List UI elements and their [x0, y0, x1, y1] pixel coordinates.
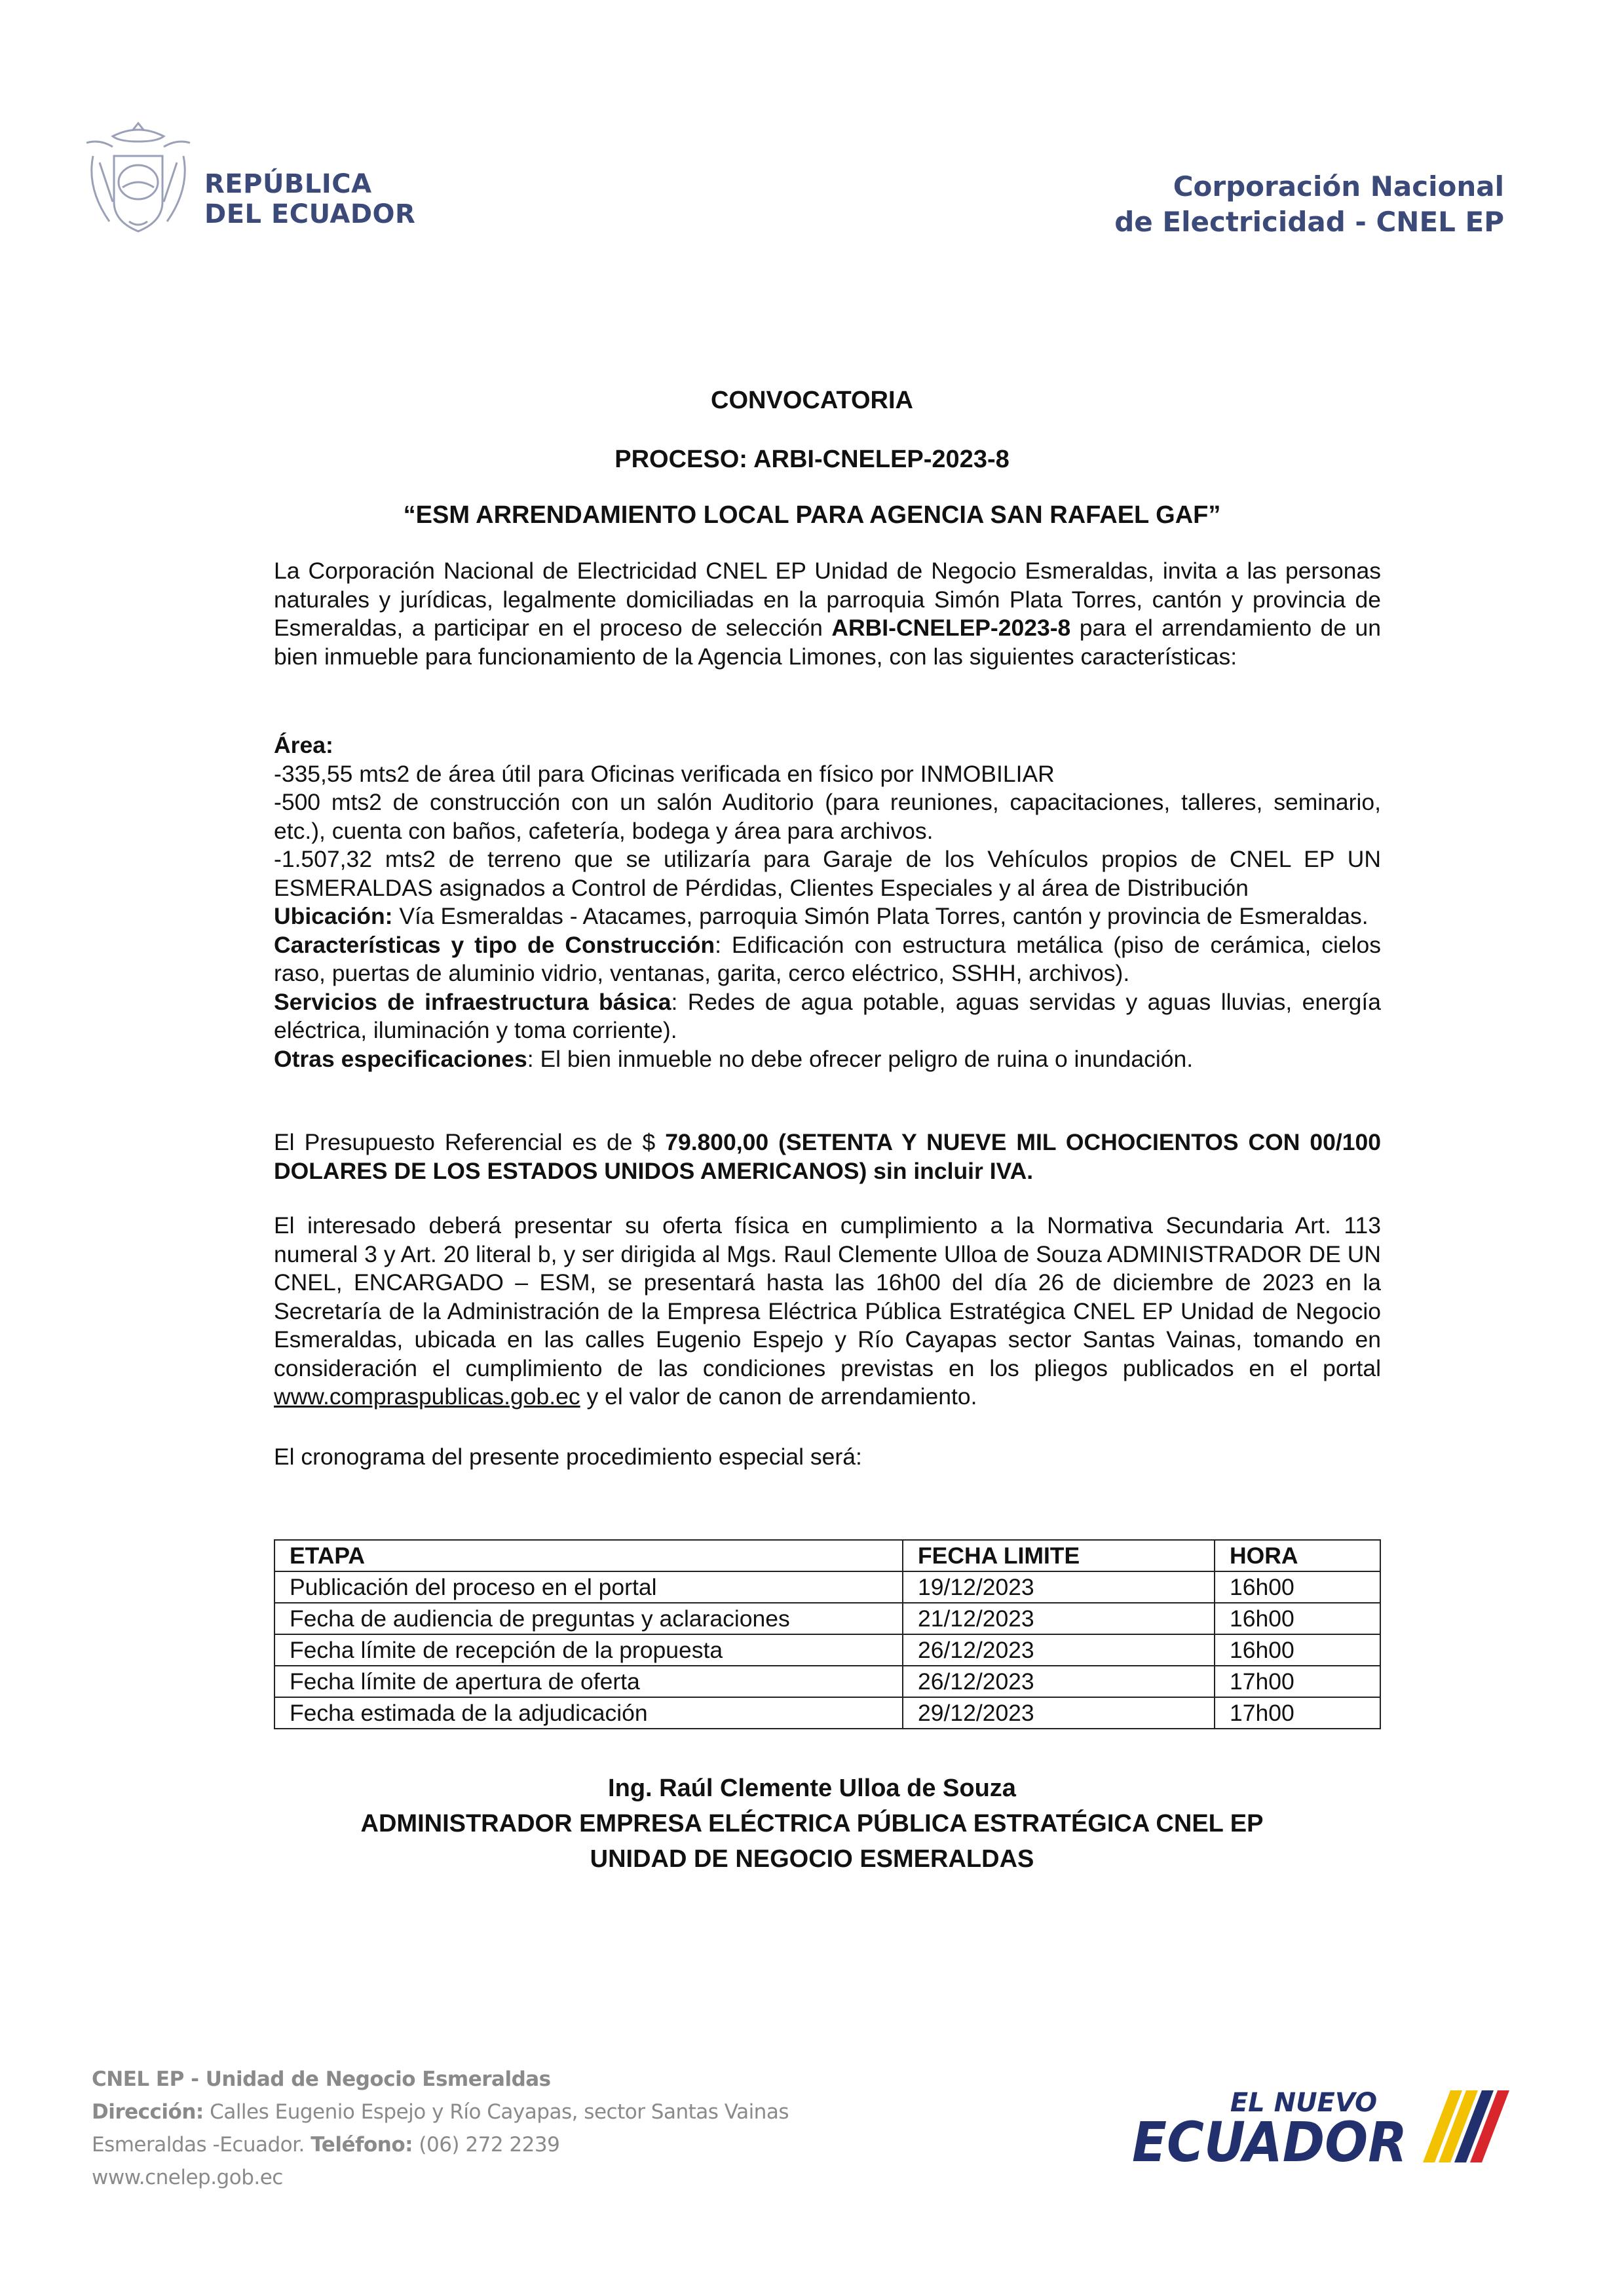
- brand-line-1: EL NUEVO: [1230, 2088, 1378, 2118]
- footer-city: Esmeraldas -Ecuador.: [92, 2133, 311, 2157]
- area-item-3: -1.507,32 mts2 de terreno que se utilizaría para Garaje de los Vehículos propios de CNEL EP UN ESMERALDAS asignados a Control de Pérdidas, Clientes Especiales y al área de Distribución: [274, 846, 1381, 901]
- ecuador-coat-of-arms-icon: [73, 117, 203, 248]
- location-text: Vía Esmeraldas - Atacames, parroquia Simón Plata Torres, cantón y provincia de Esmeraldas.: [392, 903, 1369, 929]
- area-item-1: -335,55 mts2 de área útil para Oficinas verificada en físico por INMOBILIAR: [274, 760, 1055, 787]
- header-fecha-limite: FECHA LIMITE: [903, 1540, 1215, 1571]
- heading-convocatoria: CONVOCATORIA: [711, 387, 913, 414]
- row-date: 21/12/2023: [903, 1603, 1215, 1634]
- intro-process-code: ARBI-CNELEP-2023-8: [831, 615, 1071, 641]
- row-date: 19/12/2023: [903, 1571, 1215, 1603]
- footer-website[interactable]: www.cnelep.gob.ec: [92, 2166, 283, 2189]
- signatory-name: Ing. Raúl Clemente Ulloa de Souza: [608, 1775, 1016, 1802]
- offer-paragraph: [274, 1212, 1381, 1411]
- footer-org: CNEL EP - Unidad de Negocio Esmeraldas: [92, 2067, 551, 2091]
- row-time: 16h00: [1215, 1603, 1380, 1634]
- row-date: 26/12/2023: [903, 1666, 1215, 1697]
- row-time: 16h00: [1215, 1634, 1380, 1666]
- table-row: [274, 1603, 1380, 1634]
- other-specs-label: Otras especificaciones: [274, 1045, 527, 1072]
- budget-amount: 79.800,00 (SETENTA Y NUEVE MIL OCHOCIENTOS CON 00/100 DOLARES DE LOS ESTADOS UNIDOS AMERICANOS) sin incluir IVA.: [274, 1129, 1381, 1184]
- location-label: Ubicación:: [274, 903, 393, 929]
- compras-publicas-link[interactable]: www.compraspublicas.gob.ec: [274, 1383, 580, 1410]
- table-row: [274, 1571, 1380, 1603]
- republica-del-ecuador-wordmark: [204, 169, 415, 229]
- row-stage: Fecha de audiencia de preguntas y aclaraciones: [274, 1603, 903, 1634]
- construction-label: Características y tipo de Construcción: [274, 931, 715, 958]
- table-row: [274, 1666, 1380, 1697]
- heading-proceso: PROCESO: ARBI-CNELEP-2023-8: [614, 446, 1010, 473]
- brand-line-2: ECUADOR: [1132, 2110, 1407, 2174]
- footer-phone: (06) 272 2239: [413, 2133, 560, 2157]
- other-specs-text: : El bien inmueble no debe ofrecer peligro de ruina o inundación.: [527, 1045, 1194, 1072]
- area-item-2: -500 mts2 de construcción con un salón Auditorio (para reuniones, capacitaciones, talleres, seminario, etc.), cuenta con baños, cafetería, bodega y área para archivos.: [274, 789, 1381, 844]
- offer-text: El interesado deberá presentar su oferta física en cumplimiento a la Normativa Secundaria Art. 113 numeral 3 y Art. 20 literal b, y ser dirigida al Mgs. Raul Clemente Ulloa de Souza ADMINISTRADOR DE UN CNEL, ENCARGADO – ESM, se presentará hasta las 16h00 del día 26 de diciembre de 2023 en la Secretaría de la Administración de la Empresa Eléctrica Pública Estratégica CNEL EP Unidad de Negocio Esmeraldas, ubicada en las calles Eugenio Espejo y Río Cayapas sector Santas Vainas, tomando en consideración el cumplimiento de las condiciones previstas en los pliegos publicados en el portal: [274, 1212, 1381, 1381]
- row-time: 17h00: [1215, 1666, 1380, 1697]
- footer-address: Calles Eugenio Espejo y Río Cayapas, sector Santas Vainas: [203, 2100, 789, 2124]
- schedule-table: [274, 1539, 1381, 1729]
- construction-text: : Edificación con estructura metálica (piso de cerámica, cielos raso, puertas de aluminio vidrio, ventanas, garita, cerco eléctrico, SSHH, archivos).: [274, 931, 1381, 986]
- footer-contact: [92, 2063, 789, 2194]
- heading-subject: “ESM ARRENDAMIENTO LOCAL PARA AGENCIA SAN RAFAEL GAF”: [403, 501, 1221, 529]
- services-text: : Redes de agua potable, aguas servidas y aguas lluvias, energía eléctrica, iluminación y toma corriente).: [274, 988, 1381, 1043]
- footer-address-label: Dirección:: [92, 2100, 204, 2124]
- el-nuevo-ecuador-logo: [1127, 2084, 1520, 2176]
- row-date: 26/12/2023: [903, 1634, 1215, 1666]
- row-time: 16h00: [1215, 1571, 1380, 1603]
- offer-tail: y el valor de canon de arrendamiento.: [580, 1383, 977, 1410]
- corp-line-1: Corporación Nacional: [1173, 170, 1504, 202]
- republic-line-2: DEL ECUADOR: [204, 199, 416, 229]
- table-row: [274, 1634, 1380, 1666]
- schedule-intro: El cronograma del presente procedimiento especial será:: [274, 1444, 862, 1470]
- specifications-block: [274, 731, 1381, 1073]
- area-label: Área:: [274, 732, 333, 758]
- row-date: 29/12/2023: [903, 1697, 1215, 1729]
- signatory-unit: UNIDAD DE NEGOCIO ESMERALDAS: [590, 1845, 1034, 1873]
- table-row: [274, 1697, 1380, 1729]
- budget-paragraph: [274, 1128, 1381, 1185]
- services-label: Servicios de infraestructura básica: [274, 988, 671, 1015]
- budget-prefix: El Presupuesto Referencial es de $: [274, 1129, 666, 1155]
- header-etapa: ETAPA: [274, 1540, 903, 1571]
- intro-text-1: La Corporación Nacional de Electricidad CNEL EP Unidad de Negocio Esmeraldas, invita a las personas naturales y jurídicas, legalmente domiciliadas en la parroquia Simón Plata Torres, cantón y provincia de Esmeraldas, a participar en el proceso de selección: [274, 558, 1381, 641]
- intro-paragraph: [274, 557, 1381, 671]
- cnel-wordmark: [1114, 169, 1504, 240]
- republic-line-1: REPÚBLICA: [204, 169, 372, 199]
- intro-text-2: para el arrendamiento de un bien inmueble para funcionamiento de la Agencia Limones, con las siguientes características:: [274, 615, 1381, 670]
- signature-block: [0, 1771, 1624, 1877]
- row-stage: Publicación del proceso en el portal: [274, 1571, 903, 1603]
- corp-line-2: de Electricidad - CNEL EP: [1114, 206, 1504, 238]
- row-stage: Fecha límite de apertura de oferta: [274, 1666, 903, 1697]
- header-hora: HORA: [1215, 1540, 1380, 1571]
- row-stage: Fecha límite de recepción de la propuesta: [274, 1634, 903, 1666]
- flag-stripes-icon: [1423, 2090, 1509, 2162]
- row-stage: Fecha estimada de la adjudicación: [274, 1697, 903, 1729]
- table-header-row: [274, 1540, 1380, 1571]
- row-time: 17h00: [1215, 1697, 1380, 1729]
- footer-phone-label: Teléfono:: [311, 2133, 413, 2157]
- signatory-role: ADMINISTRADOR EMPRESA ELÉCTRICA PÚBLICA ESTRATÉGICA CNEL EP: [360, 1810, 1264, 1837]
